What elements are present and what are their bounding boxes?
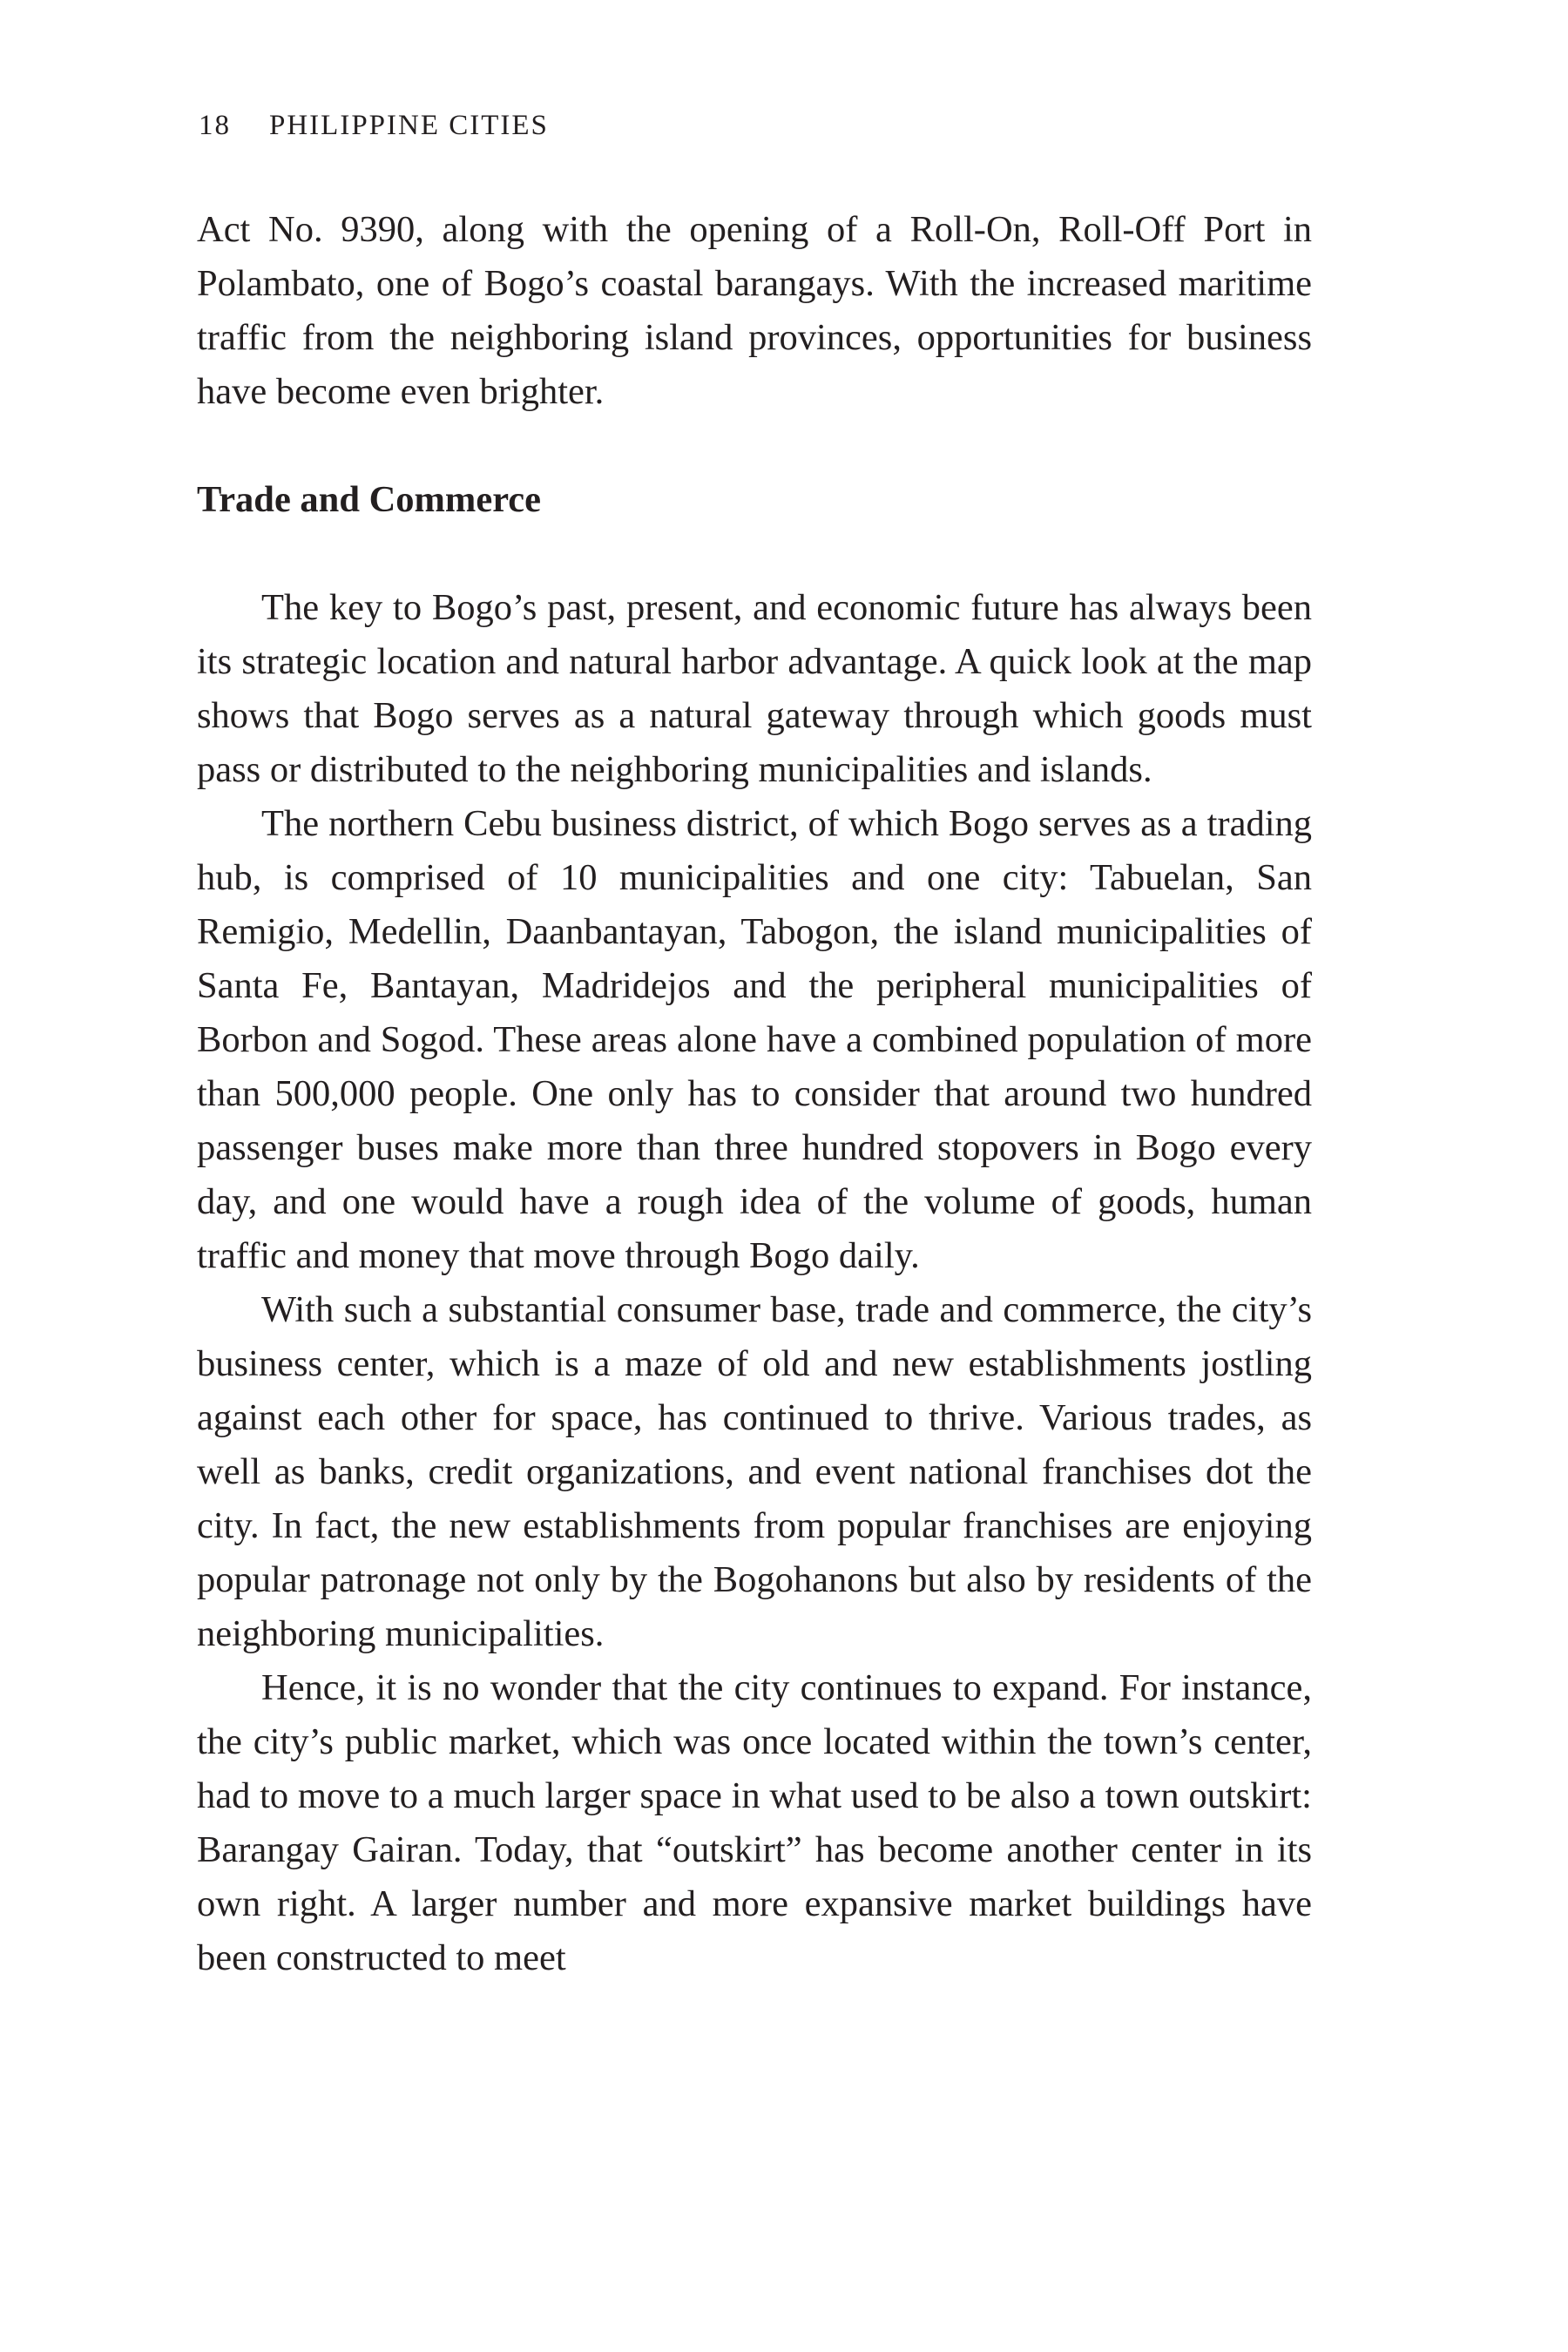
paragraph: The key to Bogo’s past, present, and economic future has always been its strategic location and natural harbor advantage. A quick look at the map shows that Bogo serves as a natural gateway through which goods must pass or distributed to the neighboring municipalities and islands. [197,587,1312,790]
paragraph: Hence, it is no wonder that the city continues to expand. For instance, the city’s public market, which was once located within the town’s center, had to move to a much larger space in what used to be also a town outskirt: Barangay Gairan. Today, that “outskirt” has become another center in its own right. A larger number and more expansive market buildings have been constructed to meet [197,1667,1312,1978]
running-head [199,108,549,143]
page-number: 18 [199,110,231,141]
continuation-paragraph: Act No. 9390, along with the opening of a Roll-On, Roll-Off Port in Polambato, one of Bogo’s coastal barangays. With the increased maritime traffic from the neighboring island provinces, opportunities for business have become even brighter. [197,209,1312,412]
book-title: PHILIPPINE CITIES [269,110,549,141]
body-text [197,203,1312,1985]
paragraph: With such a substantial consumer base, trade and commerce, the city’s business center, which is a maze of old and new establishments jostling against each other for space, has continued to thrive. Various trades, as well as banks, credit organizations, and event national franchises dot the city. In fact, the new establishments from popular franchises are enjoying popular patronage not only by the Bogohanons but also by residents of the neighboring municipalities. [197,1289,1312,1654]
paragraph: The northern Cebu business district, of which Bogo serves as a trading hub, is comprised of 10 municipalities and one city: Tabuelan, San Remigio, Medellin, Daanbantayan, Tabogon, the island municipalities of Santa Fe, Bantayan, Madridejos and the peripheral municipalities of Borbon and Sogod. These areas alone have a combined population of more than 500,000 people. One only has to consider that around two hundred passenger buses make more than three hundred stopovers in Bogo every day, and one would have a rough idea of the volume of goods, human traffic and money that move through Bogo daily. [197,803,1312,1276]
section-heading: Trade and Commerce [197,479,542,520]
